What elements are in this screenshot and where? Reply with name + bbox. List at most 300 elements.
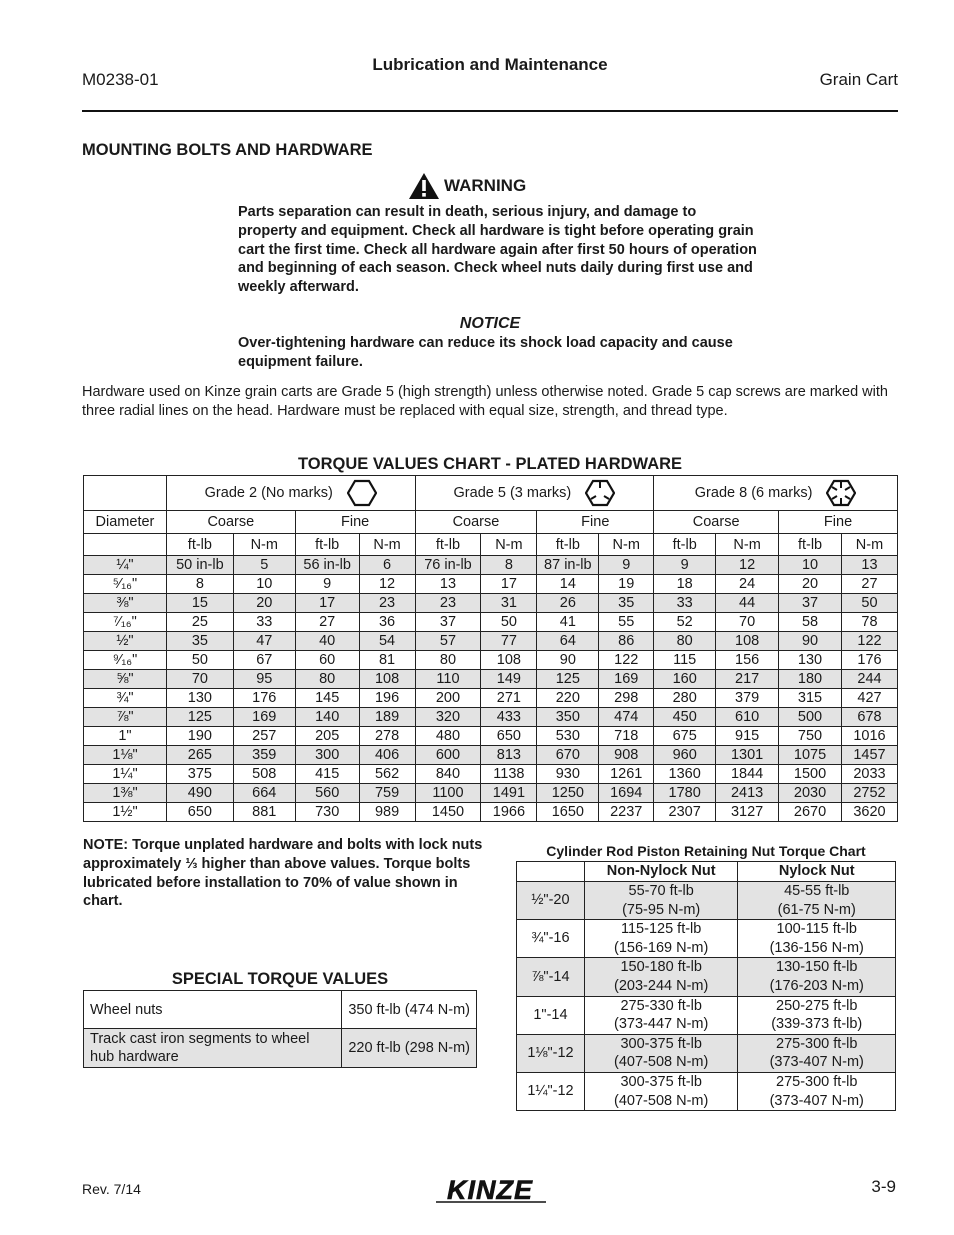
torque-value-cell: 406: [359, 746, 415, 765]
torque-value-cell: 58: [779, 613, 842, 632]
non-nylock-nm: (203-244 N-m): [614, 977, 709, 994]
torque-value-cell: 474: [599, 708, 654, 727]
unit-header: ft-lb: [295, 534, 359, 556]
torque-value-cell: 17: [481, 575, 537, 594]
torque-value-cell: 57: [415, 632, 481, 651]
torque-value-cell: 2237: [599, 803, 654, 822]
torque-value-cell: 8: [166, 575, 233, 594]
torque-value-cell: 52: [654, 613, 716, 632]
torque-value-cell: 125: [166, 708, 233, 727]
torque-value-cell: 196: [359, 689, 415, 708]
table-row: [84, 746, 898, 765]
torque-value-cell: 50: [841, 594, 897, 613]
diameter-cell: 1": [84, 727, 167, 746]
torque-value-cell: 1694: [599, 784, 654, 803]
torque-value-cell: 650: [481, 727, 537, 746]
torque-value-cell: 20: [779, 575, 842, 594]
torque-value-cell: 315: [779, 689, 842, 708]
nylock-nm: (136-156 N-m): [769, 939, 864, 956]
torque-value-cell: 12: [359, 575, 415, 594]
cylinder-header-row: [517, 862, 896, 882]
torque-value-cell: 9: [599, 556, 654, 575]
nylock-cell: [738, 920, 896, 958]
revision-label: Rev. 7/14: [82, 1181, 141, 1197]
cylinder-torque-table: [516, 861, 896, 1111]
table-row: [517, 958, 896, 996]
torque-value-cell: 1138: [481, 765, 537, 784]
non-nylock-ftlb: 275-330 ft-lb: [620, 997, 702, 1014]
torque-value-cell: 189: [359, 708, 415, 727]
torque-value-cell: 2752: [841, 784, 897, 803]
torque-value-cell: 35: [166, 632, 233, 651]
thread-header: Fine: [537, 511, 654, 534]
section-header: Lubrication and Maintenance: [372, 55, 608, 74]
torque-value-cell: 610: [716, 708, 779, 727]
nylock-ftlb: 45-55 ft-lb: [784, 883, 850, 899]
torque-value-cell: 12: [716, 556, 779, 575]
thread-header: Coarse: [415, 511, 537, 534]
unit-header: N-m: [481, 534, 537, 556]
torque-value-cell: 10: [233, 575, 295, 594]
thread-header: Fine: [779, 511, 898, 534]
diameter-cell: 1½": [84, 803, 167, 822]
torque-value-cell: 2030: [779, 784, 842, 803]
torque-value-cell: 24: [716, 575, 779, 594]
torque-value-cell: 1500: [779, 765, 842, 784]
torque-value-cell: 156: [716, 651, 779, 670]
torque-value-cell: 80: [654, 632, 716, 651]
table-row: [84, 1029, 477, 1068]
torque-value-cell: 217: [716, 670, 779, 689]
cylinder-header-nylock: Nylock Nut: [738, 862, 896, 882]
cylinder-chart-title: Cylinder Rod Piston Retaining Nut Torque Chart: [546, 843, 866, 859]
notice-text: Over-tightening hardware can reduce its shock load capacity and cause equipment failure.: [238, 335, 733, 370]
torque-value-cell: 37: [415, 613, 481, 632]
product-name: Grain Cart: [819, 70, 898, 89]
unit-header: ft-lb: [654, 534, 716, 556]
nylock-ftlb: 275-300 ft-lb: [776, 1073, 858, 1090]
torque-value-cell: 200: [415, 689, 481, 708]
torque-value-cell: 37: [779, 594, 842, 613]
table-row: [84, 594, 898, 613]
torque-value-cell: 1100: [415, 784, 481, 803]
torque-value-cell: 115: [654, 651, 716, 670]
diameter-cell: ½": [84, 632, 167, 651]
torque-value-cell: 145: [295, 689, 359, 708]
torque-value-cell: 80: [295, 670, 359, 689]
torque-value-cell: 1016: [841, 727, 897, 746]
kinze-logo: [430, 1176, 550, 1209]
non-nylock-nm: (407-508 N-m): [614, 1092, 709, 1109]
nylock-cell: [738, 996, 896, 1034]
torque-value-cell: 278: [359, 727, 415, 746]
torque-value-cell: 271: [481, 689, 537, 708]
torque-value-cell: 759: [359, 784, 415, 803]
diameter-header: Diameter: [84, 511, 167, 534]
torque-value-cell: 67: [233, 651, 295, 670]
torque-value-cell: 44: [716, 594, 779, 613]
torque-value-cell: 3127: [716, 803, 779, 822]
torque-value-cell: 108: [359, 670, 415, 689]
torque-value-cell: 433: [481, 708, 537, 727]
torque-value-cell: 427: [841, 689, 897, 708]
torque-value-cell: 320: [415, 708, 481, 727]
torque-value-cell: 280: [654, 689, 716, 708]
cylinder-size-cell: 1"-14: [517, 996, 585, 1034]
torque-value-cell: 81: [359, 651, 415, 670]
torque-value-cell: 60: [295, 651, 359, 670]
warning-text: Parts separation can result in death, serious injury, and damage to property and equipment. Check all hardware is tight before operating grain cart the first time. Check all hardware again after first 50 hours of operation and beginning of each season. Check wheel nuts daily during first use and weekly afterward.: [238, 204, 757, 296]
nylock-ftlb: 275-300 ft-lb: [776, 1035, 858, 1052]
torque-value-cell: 70: [716, 613, 779, 632]
table-row: [84, 632, 898, 651]
torque-value-cell: 678: [841, 708, 897, 727]
torque-value-cell: 76 in-lb: [415, 556, 481, 575]
table-row: [517, 882, 896, 920]
torque-value-cell: 54: [359, 632, 415, 651]
grade-8-header: [654, 476, 898, 511]
torque-value-cell: 15: [166, 594, 233, 613]
torque-value-cell: 664: [233, 784, 295, 803]
torque-value-cell: 530: [537, 727, 599, 746]
torque-value-cell: 450: [654, 708, 716, 727]
torque-value-cell: 300: [295, 746, 359, 765]
torque-value-cell: 1301: [716, 746, 779, 765]
non-nylock-ftlb: 55-70 ft-lb: [628, 883, 694, 899]
unit-header: N-m: [599, 534, 654, 556]
nylock-cell: [738, 882, 896, 920]
torque-value-cell: 718: [599, 727, 654, 746]
thread-header: Fine: [295, 511, 415, 534]
diameter-cell: 1¼": [84, 765, 167, 784]
diameter-cell: 1⅛": [84, 746, 167, 765]
torque-value-cell: 36: [359, 613, 415, 632]
table-row: [517, 920, 896, 958]
torque-value-cell: 915: [716, 727, 779, 746]
diameter-cell: ¾": [84, 689, 167, 708]
torque-value-cell: 13: [415, 575, 481, 594]
cylinder-size-cell: 1⅛"-12: [517, 1034, 585, 1072]
diameter-cell: ⁵⁄₁₆": [84, 575, 167, 594]
nylock-nm: (61-75 N-m): [777, 901, 856, 918]
nylock-ftlb: 250-275 ft-lb: [776, 997, 858, 1014]
torque-value-cell: 78: [841, 613, 897, 632]
torque-value-cell: 989: [359, 803, 415, 822]
torque-value-cell: 33: [233, 613, 295, 632]
torque-value-cell: 840: [415, 765, 481, 784]
unit-header: ft-lb: [166, 534, 233, 556]
torque-value-cell: 1491: [481, 784, 537, 803]
diameter-cell: 1⅜": [84, 784, 167, 803]
torque-value-cell: 730: [295, 803, 359, 822]
table-row: [84, 556, 898, 575]
torque-value-cell: 169: [233, 708, 295, 727]
special-value: 350 ft-lb (474 N-m): [342, 991, 477, 1029]
non-nylock-nm: (373-447 N-m): [614, 1016, 709, 1033]
logo-text: KINZE: [447, 1176, 533, 1204]
torque-value-cell: 1844: [716, 765, 779, 784]
nylock-nm: (373-407 N-m): [769, 1092, 864, 1109]
torque-value-cell: 2307: [654, 803, 716, 822]
torque-value-cell: 17: [295, 594, 359, 613]
torque-value-cell: 55: [599, 613, 654, 632]
special-torque-table: [83, 990, 477, 1068]
diameter-cell: ⁹⁄₁₆": [84, 651, 167, 670]
non-nylock-ftlb: 300-375 ft-lb: [620, 1035, 702, 1052]
special-torque-title: SPECIAL TORQUE VALUES: [171, 970, 389, 988]
torque-value-cell: 298: [599, 689, 654, 708]
diameter-cell: ¼": [84, 556, 167, 575]
table-row: [84, 689, 898, 708]
diameter-cell: ⁷⁄₁₆": [84, 613, 167, 632]
torque-value-cell: 130: [166, 689, 233, 708]
torque-value-cell: 9: [295, 575, 359, 594]
warning-heading: [408, 172, 526, 200]
doc-number: M0238-01: [82, 70, 159, 89]
torque-value-cell: 23: [415, 594, 481, 613]
torque-value-cell: 415: [295, 765, 359, 784]
torque-value-cell: 1261: [599, 765, 654, 784]
hex-6-marks-icon: [826, 479, 856, 507]
torque-value-cell: 50 in-lb: [166, 556, 233, 575]
torque-value-cell: 2033: [841, 765, 897, 784]
nylock-nm: (176-203 N-m): [769, 977, 864, 994]
non-nylock-cell: [584, 1072, 738, 1110]
torque-value-cell: 40: [295, 632, 359, 651]
torque-value-cell: 25: [166, 613, 233, 632]
torque-value-cell: 47: [233, 632, 295, 651]
torque-value-cell: 10: [779, 556, 842, 575]
torque-value-cell: 205: [295, 727, 359, 746]
hex-3-marks-icon: [585, 479, 615, 507]
thread-header: Coarse: [654, 511, 779, 534]
torque-value-cell: 490: [166, 784, 233, 803]
torque-value-cell: 13: [841, 556, 897, 575]
table-row: [517, 1072, 896, 1110]
torque-value-cell: 125: [537, 670, 599, 689]
cylinder-header-non-nylock: Non-Nylock Nut: [584, 862, 738, 882]
torque-value-cell: 190: [166, 727, 233, 746]
table-row: [84, 784, 898, 803]
table-row: [517, 996, 896, 1034]
cylinder-size-cell: ⅞"-14: [517, 958, 585, 996]
torque-value-cell: 176: [233, 689, 295, 708]
torque-value-cell: 1780: [654, 784, 716, 803]
torque-value-cell: 930: [537, 765, 599, 784]
non-nylock-ftlb: 115-125 ft-lb: [621, 921, 702, 938]
torque-table: [83, 475, 898, 822]
torque-value-cell: 35: [599, 594, 654, 613]
nylock-cell: [738, 958, 896, 996]
torque-value-cell: 379: [716, 689, 779, 708]
torque-value-cell: 350: [537, 708, 599, 727]
cylinder-size-cell: ½"-20: [517, 882, 585, 920]
page-title: MOUNTING BOLTS AND HARDWARE: [82, 141, 373, 159]
torque-value-cell: 1075: [779, 746, 842, 765]
nylock-cell: [738, 1034, 896, 1072]
torque-value-cell: 19: [599, 575, 654, 594]
torque-value-cell: 122: [841, 632, 897, 651]
torque-value-cell: 244: [841, 670, 897, 689]
table-row: [84, 651, 898, 670]
special-item: Wheel nuts: [84, 991, 342, 1029]
grade-label: Grade 5 (3 marks): [453, 485, 572, 501]
nylock-ftlb: 130-150 ft-lb: [776, 959, 858, 976]
torque-value-cell: 169: [599, 670, 654, 689]
table-row: [84, 991, 477, 1029]
non-nylock-cell: [584, 996, 738, 1034]
torque-value-cell: 480: [415, 727, 481, 746]
torque-value-cell: 562: [359, 765, 415, 784]
torque-value-cell: 176: [841, 651, 897, 670]
nylock-cell: [738, 1072, 896, 1110]
torque-value-cell: 1250: [537, 784, 599, 803]
torque-value-cell: 650: [166, 803, 233, 822]
torque-value-cell: 908: [599, 746, 654, 765]
non-nylock-cell: [584, 958, 738, 996]
non-nylock-ftlb: 300-375 ft-lb: [620, 1073, 702, 1090]
torque-value-cell: 6: [359, 556, 415, 575]
unit-header: N-m: [233, 534, 295, 556]
torque-value-cell: 108: [716, 632, 779, 651]
torque-value-cell: 41: [537, 613, 599, 632]
torque-value-cell: 50: [166, 651, 233, 670]
torque-value-cell: 90: [537, 651, 599, 670]
torque-chart-title: TORQUE VALUES CHART - PLATED HARDWARE: [297, 455, 683, 473]
torque-value-cell: 108: [481, 651, 537, 670]
torque-value-cell: 160: [654, 670, 716, 689]
table-row: [84, 765, 898, 784]
torque-value-cell: 500: [779, 708, 842, 727]
torque-value-cell: 600: [415, 746, 481, 765]
warning-title: WARNING: [444, 176, 527, 195]
torque-value-cell: 26: [537, 594, 599, 613]
grade-label: Grade 2 (No marks): [204, 485, 333, 501]
non-nylock-ftlb: 150-180 ft-lb: [620, 959, 702, 976]
diameter-cell: ⅞": [84, 708, 167, 727]
non-nylock-cell: [584, 1034, 738, 1072]
torque-value-cell: 1450: [415, 803, 481, 822]
grade-5-header: [415, 476, 654, 511]
torque-value-cell: 1650: [537, 803, 599, 822]
torque-value-cell: 14: [537, 575, 599, 594]
torque-value-cell: 675: [654, 727, 716, 746]
torque-value-cell: 2413: [716, 784, 779, 803]
nylock-nm: (373-407 N-m): [769, 1054, 864, 1071]
torque-value-cell: 375: [166, 765, 233, 784]
torque-value-cell: 508: [233, 765, 295, 784]
table-row: [84, 613, 898, 632]
torque-value-cell: 80: [415, 651, 481, 670]
table-row: [84, 708, 898, 727]
warning-triangle-icon: [408, 172, 440, 200]
cylinder-header-size: [517, 862, 585, 882]
grade-label: Grade 8 (6 marks): [694, 485, 813, 501]
special-item: Track cast iron segments to wheel hub hardware: [84, 1029, 342, 1068]
torque-value-cell: 9: [654, 556, 716, 575]
torque-value-cell: 3620: [841, 803, 897, 822]
torque-value-cell: 18: [654, 575, 716, 594]
torque-value-cell: 95: [233, 670, 295, 689]
header-rule: [82, 110, 898, 112]
torque-value-cell: 27: [295, 613, 359, 632]
table-row: [84, 670, 898, 689]
table-row: [84, 803, 898, 822]
torque-value-cell: 50: [481, 613, 537, 632]
blank-header-cell: [84, 476, 167, 511]
torque-value-cell: 359: [233, 746, 295, 765]
unit-header: ft-lb: [779, 534, 842, 556]
non-nylock-cell: [584, 882, 738, 920]
torque-value-cell: 27: [841, 575, 897, 594]
hardware-paragraph: Hardware used on Kinze grain carts are Grade 5 (high strength) unless otherwise noted. Grade 5 cap screws are marked with three radial lines on the head. Hardware must be replaced with equal size, strength, and thread type.: [82, 384, 888, 419]
torque-value-cell: 750: [779, 727, 842, 746]
blank-unit-cell: [84, 534, 167, 556]
torque-value-cell: 110: [415, 670, 481, 689]
torque-value-cell: 33: [654, 594, 716, 613]
torque-value-cell: 130: [779, 651, 842, 670]
torque-value-cell: 86: [599, 632, 654, 651]
torque-value-cell: 31: [481, 594, 537, 613]
torque-value-cell: 220: [537, 689, 599, 708]
non-nylock-cell: [584, 920, 738, 958]
torque-value-cell: 960: [654, 746, 716, 765]
torque-value-cell: 64: [537, 632, 599, 651]
torque-note: NOTE: Torque unplated hardware and bolts with lock nuts approximately ⅓ higher than above values. Torque bolts lubricated before installation to 70% of value shown in chart.: [83, 837, 483, 910]
torque-value-cell: 1457: [841, 746, 897, 765]
table-row: [84, 727, 898, 746]
thread-header: Coarse: [166, 511, 295, 534]
grade-2-header: [166, 476, 415, 511]
torque-value-cell: 56 in-lb: [295, 556, 359, 575]
unit-header: ft-lb: [537, 534, 599, 556]
torque-value-cell: 70: [166, 670, 233, 689]
torque-value-cell: 670: [537, 746, 599, 765]
torque-value-cell: 149: [481, 670, 537, 689]
non-nylock-nm: (156-169 N-m): [614, 939, 709, 956]
hex-plain-icon: [347, 479, 377, 507]
torque-value-cell: 180: [779, 670, 842, 689]
table-row: [84, 575, 898, 594]
torque-value-cell: 77: [481, 632, 537, 651]
torque-value-cell: 1966: [481, 803, 537, 822]
non-nylock-nm: (75-95 N-m): [622, 901, 701, 918]
non-nylock-nm: (407-508 N-m): [614, 1054, 709, 1071]
cylinder-size-cell: ¾"-16: [517, 920, 585, 958]
page-number: 3-9: [871, 1177, 896, 1196]
torque-value-cell: 20: [233, 594, 295, 613]
torque-value-cell: 2670: [779, 803, 842, 822]
table-row: [517, 1034, 896, 1072]
special-value: 220 ft-lb (298 N-m): [342, 1029, 477, 1068]
torque-value-cell: 90: [779, 632, 842, 651]
diameter-cell: ⅝": [84, 670, 167, 689]
notice-title: NOTICE: [459, 315, 521, 332]
torque-value-cell: 560: [295, 784, 359, 803]
torque-value-cell: 257: [233, 727, 295, 746]
unit-header: N-m: [841, 534, 897, 556]
nylock-nm: (339-373 ft-lb): [771, 1016, 863, 1033]
torque-value-cell: 1360: [654, 765, 716, 784]
torque-value-cell: 5: [233, 556, 295, 575]
torque-value-cell: 8: [481, 556, 537, 575]
unit-header: ft-lb: [415, 534, 481, 556]
torque-value-cell: 87 in-lb: [537, 556, 599, 575]
cylinder-size-cell: 1¼"-12: [517, 1072, 585, 1110]
torque-value-cell: 265: [166, 746, 233, 765]
torque-value-cell: 122: [599, 651, 654, 670]
torque-value-cell: 881: [233, 803, 295, 822]
